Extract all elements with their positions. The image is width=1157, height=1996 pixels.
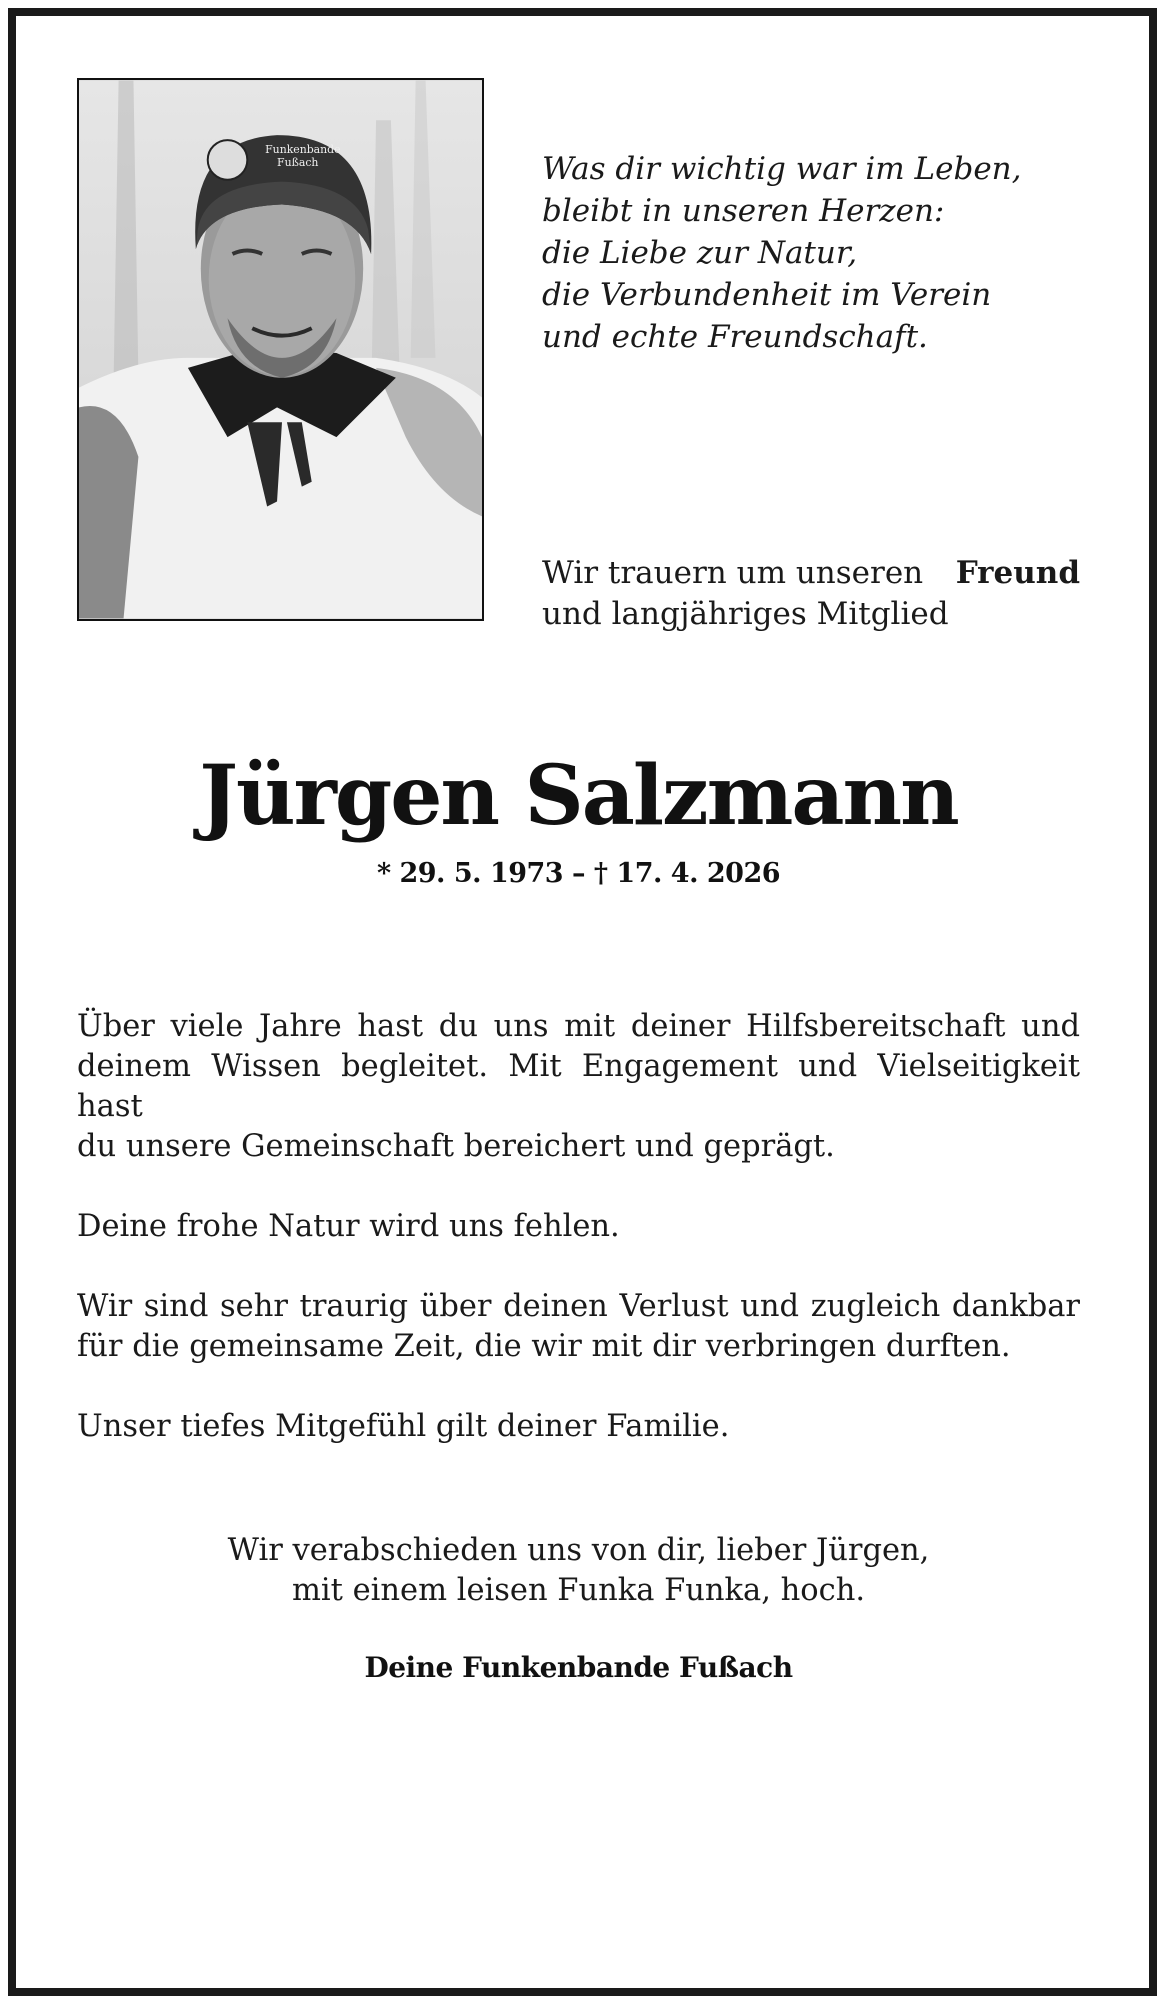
mourning-line2: und langjähriges Mitglied bbox=[542, 596, 949, 632]
body-line: Wir sind sehr traurig über deinen Verlust und zugleich dankbar bbox=[77, 1289, 1080, 1324]
body-paragraph-2: Deine frohe Natur wird uns fehlen. bbox=[77, 1209, 620, 1244]
signature: Deine Funkenbande Fußach bbox=[364, 1651, 793, 1684]
memorial-quote bbox=[542, 148, 1102, 358]
body-paragraph-1 bbox=[77, 1007, 1080, 1167]
quote-line: Was dir wichtig war im Leben, bbox=[542, 151, 1022, 187]
body-line: du unsere Gemeinschaft bereichert und geprägt. bbox=[77, 1129, 835, 1164]
quote-line: bleibt in unseren Herzen: bbox=[542, 193, 945, 229]
mourning-statement bbox=[542, 553, 1080, 635]
mourning-line1 bbox=[542, 553, 1080, 594]
farewell-message bbox=[0, 1531, 1157, 1611]
mourning-line1-prefix: Wir trauern um unseren bbox=[542, 555, 924, 591]
mourning-line1-bold: Freund bbox=[955, 555, 1080, 591]
obituary-body bbox=[77, 1007, 1080, 1487]
quote-line: die Verbundenheit im Verein bbox=[542, 277, 992, 313]
life-dates: * 29. 5. 1973 – † 17. 4. 2026 bbox=[376, 858, 781, 889]
body-line: Über viele Jahre hast du uns mit deiner Hilfsbereitschaft und bbox=[77, 1009, 1080, 1044]
farewell-line: Wir verabschieden uns von dir, lieber Jürgen, bbox=[227, 1533, 930, 1568]
body-paragraph-3 bbox=[77, 1287, 1080, 1367]
body-paragraph-4: Unser tiefes Mitgefühl gilt deiner Familie. bbox=[77, 1409, 730, 1444]
quote-line: die Liebe zur Natur, bbox=[542, 235, 858, 271]
quote-line: und echte Freundschaft. bbox=[542, 319, 928, 355]
farewell-line: mit einem leisen Funka Funka, hoch. bbox=[291, 1573, 866, 1608]
deceased-name: Jürgen Salzmann bbox=[199, 748, 958, 844]
body-line: für die gemeinsame Zeit, die wir mit dir verbringen durften. bbox=[77, 1329, 1011, 1364]
portrait-photo bbox=[77, 78, 484, 621]
portrait-illustration bbox=[79, 80, 482, 619]
body-line: deinem Wissen begleitet. Mit Engagement und Vielseitigkeit hast bbox=[77, 1049, 1080, 1124]
hat-text-line1: Funkenbande bbox=[265, 142, 341, 156]
hat-text-line2: Fußach bbox=[277, 155, 319, 169]
